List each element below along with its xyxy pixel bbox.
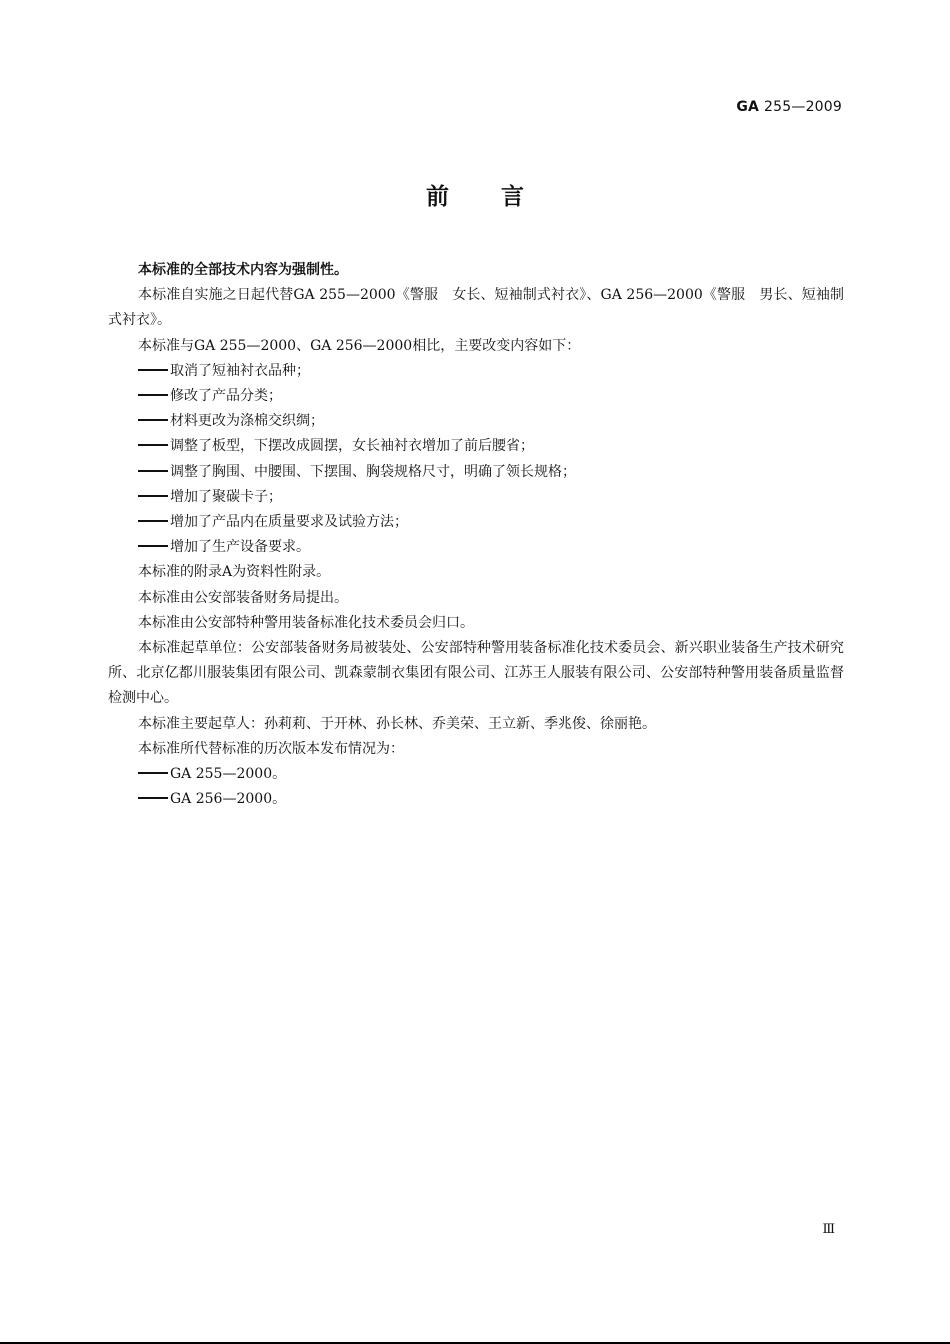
standard-code [736,99,842,115]
change-item-text: 修改了产品分类； [170,388,282,405]
change-item-text: 增加了聚碳卡子； [170,488,282,505]
dash-mark [138,772,168,774]
change-item-text: 增加了生产设备要求。 [170,539,310,556]
history-item [108,787,844,812]
mandatory-statement: 本标准的全部技术内容为强制性。 [138,262,348,278]
history-intro: 本标准所代替标准的历次版本发布情况为： [138,740,404,757]
change-item [108,434,844,459]
dash-mark [138,394,168,396]
standard-code-prefix: GA [736,99,760,115]
title-char-left: 前 [426,184,449,210]
appendix-statement: 本标准的附录A为资料性附录。 [138,564,331,581]
dash-mark [138,444,168,446]
history-item-text: GA 256—2000。 [170,791,287,808]
change-item-text: 取消了短袖衬衣品种； [170,362,310,379]
change-item-text: 增加了产品内在质量要求及试验方法； [170,514,408,531]
drafting-units: 本标准起草单位：公安部装备财务局被装处、公安部特种警用装备标准化技术委员会、新兴职业装备生产技术研究所、北京亿都川服装集团有限公司、凯森蒙制衣集团有限公司、江苏王人服装有限公司、公安部特种警用装备质量监督检测中心。 [108,640,844,707]
change-item-text: 材料更改为涤棉交织绸； [170,413,324,430]
dash-mark [138,470,168,472]
change-item-text: 调整了胸围、中腰围、下摆围、胸袋规格尺寸，明确了领长规格； [170,463,576,480]
change-item [108,460,844,485]
dash-mark [138,419,168,421]
change-item [108,535,844,560]
change-item-text: 调整了板型，下摆改成圆摆，女长袖衬衣增加了前后腰省； [170,438,534,455]
proposer-statement: 本标准由公安部装备财务局提出。 [138,589,348,606]
dash-mark [138,545,168,547]
dash-mark [138,520,168,522]
page-number: Ⅲ [822,1222,834,1237]
change-item [108,384,844,409]
standard-code-number: 255—2009 [764,99,842,115]
drafters: 本标准主要起草人：孙莉莉、于开林、孙长林、乔美荣、王立新、季兆俊、徐丽艳。 [138,715,656,732]
dash-mark [138,495,168,497]
dash-mark [138,369,168,371]
history-item-text: GA 255—2000。 [170,766,287,783]
replacement-statement: 本标准自实施之日起代替GA 255—2000《警服 女长、短袖制式衬衣》、GA 256—2000《警服 男长、短袖制式衬衣》。 [108,287,844,329]
history-item [108,762,844,787]
change-item [108,359,844,384]
dash-mark [138,797,168,799]
title-char-right: 言 [501,184,524,210]
change-item [108,409,844,434]
foreword-body [108,258,844,812]
change-item [108,485,844,510]
committee-statement: 本标准由公安部特种警用装备标准化技术委员会归口。 [138,614,474,631]
change-item [108,510,844,535]
page-title [0,178,950,211]
changes-intro: 本标准与GA 255—2000、GA 256—2000相比，主要改变内容如下： [138,337,581,354]
